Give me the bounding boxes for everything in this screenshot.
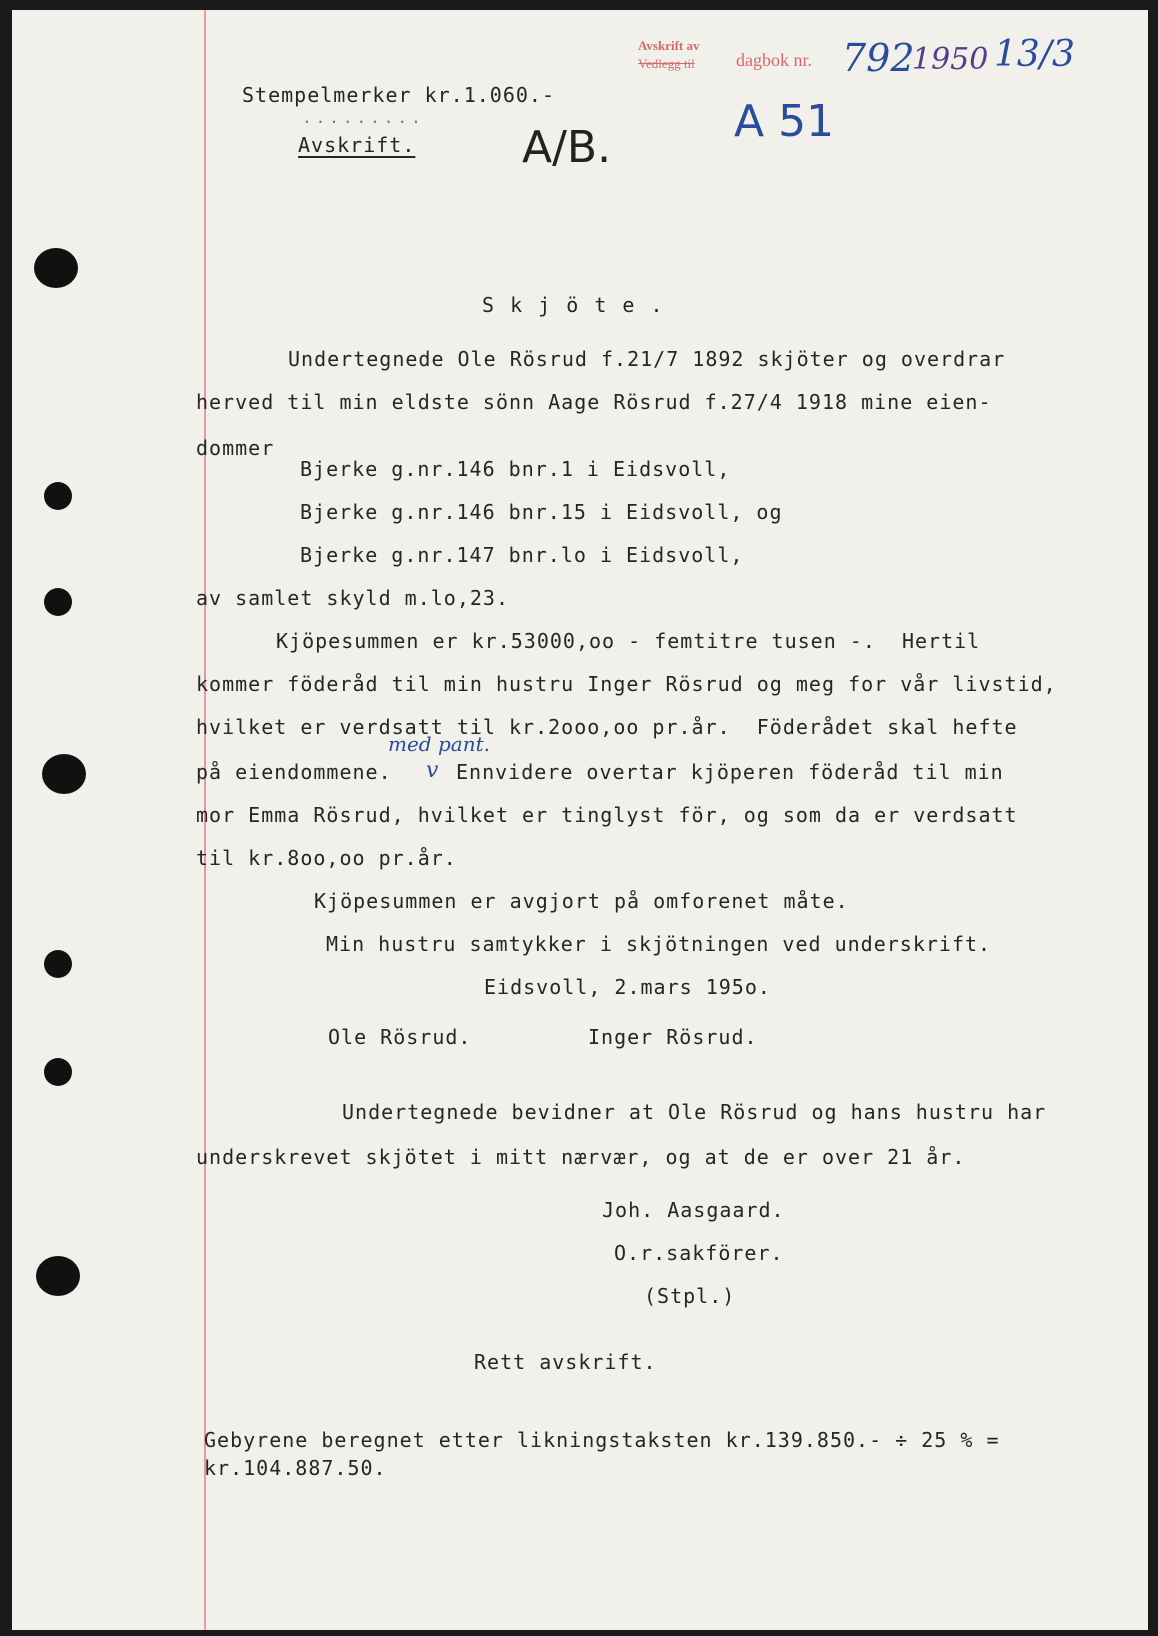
witness-title: O.r.sakförer. [614, 1241, 784, 1265]
stamp-label: dagbok nr. [736, 50, 812, 70]
punch-hole [42, 754, 86, 794]
certified-copy: Rett avskrift. [474, 1350, 657, 1374]
punch-hole [44, 1058, 72, 1086]
journal-year: 1950 [912, 42, 989, 77]
insertion-caret: v [426, 758, 439, 783]
witness-name: Joh. Aasgaard. [602, 1198, 785, 1222]
property-1: Bjerke g.nr.146 bnr.1 i Eidsvoll, [300, 457, 731, 481]
journal-number: 792 [842, 36, 915, 80]
handwritten-ref: A 51 [734, 96, 835, 147]
price-line-2: kommer föderåd til min hustru Inger Rösrud og meg for vår livstid, [196, 672, 1057, 696]
journal-date: 13/3 [994, 34, 1075, 75]
signer-2: Inger Rösrud. [588, 1025, 758, 1049]
intro-line-1: Undertegnede Ole Rösrud f.21/7 1892 skjöter og overdrar [288, 347, 1006, 371]
place-date: Eidsvoll, 2.mars 195o. [484, 975, 771, 999]
witness-line-1: Undertegnede bevidner at Ole Rösrud og hans hustru har [342, 1100, 1047, 1124]
copy-label: Avskrift. [298, 133, 416, 157]
punch-hole [44, 950, 72, 978]
intro-line-3: dommer [196, 436, 275, 460]
handwritten-insertion: med pant. [388, 732, 490, 756]
stamp-duty: Stempelmerker kr.1.060.- [242, 83, 555, 107]
punch-hole [34, 248, 78, 288]
property-2: Bjerke g.nr.146 bnr.15 i Eidsvoll, og [300, 500, 783, 524]
price-line-6: til kr.8oo,oo pr.år. [196, 846, 457, 870]
witness-seal: (Stpl.) [644, 1284, 736, 1308]
price-line-4b: Ennvidere overtar kjöperen föderåd til min [456, 760, 1004, 784]
settled-line: Kjöpesummen er avgjort på omforenet måte. [314, 889, 849, 913]
price-line-5: mor Emma Rösrud, hvilket er tinglyst för, og som da er verdsatt [196, 803, 1018, 827]
signer-1: Ole Rösrud. [328, 1025, 472, 1049]
punch-hole [36, 1256, 80, 1296]
intro-line-2: herved til min eldste sönn Aage Rösrud f.27/4 1918 mine eien- [196, 390, 992, 414]
punch-hole [44, 482, 72, 510]
property-3: Bjerke g.nr.147 bnr.lo i Eidsvoll, [300, 543, 744, 567]
stamp-line-1: Avskrift av [638, 38, 700, 53]
document-title: S k j ö t e . [482, 293, 665, 317]
witness-line-2: underskrevet skjötet i mitt nærvær, og at de er over 21 år. [196, 1145, 966, 1169]
price-line-3: hvilket er verdsatt til kr.2ooo,oo pr.år. Föderådet skal hefte [196, 715, 1018, 739]
price-line-1: Kjöpesummen er kr.53000,oo - femtitre tusen -. Hertil [276, 629, 981, 653]
consent-line: Min hustru samtykker i skjötningen ved underskrift. [326, 932, 992, 956]
punch-hole [44, 588, 72, 616]
document-page [12, 10, 1148, 1630]
fees-line-1: Gebyrene beregnet etter likningstaksten kr.139.850.- ÷ 25 % = [204, 1428, 1000, 1452]
handwritten-initials: A/B. [522, 122, 612, 173]
price-line-4: på eiendommene. [196, 760, 392, 784]
dotted-rule: ......... [302, 108, 425, 127]
assessment: av samlet skyld m.lo,23. [196, 586, 509, 610]
fees-line-2: kr.104.887.50. [204, 1456, 387, 1480]
stamp-line-2: Vedlegg til [638, 56, 695, 71]
